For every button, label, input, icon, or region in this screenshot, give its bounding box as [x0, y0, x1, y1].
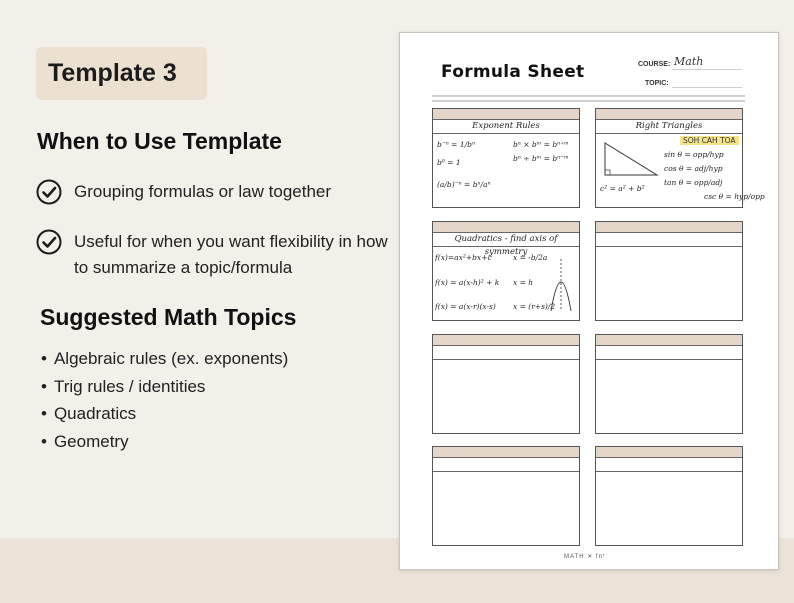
box-heading [433, 458, 579, 472]
formula-box-empty [432, 446, 580, 546]
when-heading: When to Use Template [37, 128, 282, 154]
formula-line: csc θ = hyp/opp [704, 192, 765, 201]
formula-line: sin θ = opp/hyp [664, 150, 724, 159]
formula-box-empty [595, 221, 743, 321]
formula-line: cos θ = adj/hyp [664, 164, 723, 173]
list-item: • Quadratics [41, 400, 288, 428]
formula-line: c² = a² + b² [600, 184, 645, 193]
check-circle-icon [36, 179, 62, 205]
box-band [596, 109, 742, 120]
footer-logo: MATH ✕ fnᵗ [564, 554, 606, 560]
list-item: • Geometry [41, 428, 288, 456]
box-band [433, 109, 579, 120]
formula-line: f(x)=ax²+bx+c [435, 253, 492, 262]
soh-cah-toa-highlight: SOH CAH TOA [680, 136, 739, 145]
box-heading: Right Triangles [596, 120, 742, 134]
box-band [433, 335, 579, 346]
check-circle-icon [36, 229, 62, 255]
formula-sheet-preview [399, 32, 779, 570]
box-heading [596, 346, 742, 360]
use-text-1: Grouping formulas or law together [74, 182, 332, 201]
parabola-icon [547, 257, 577, 313]
topic-label: TOPIC: [645, 80, 669, 87]
box-band [596, 335, 742, 346]
use-item-2 [36, 229, 396, 281]
formula-line: bⁿ ÷ bᵐ = bⁿ⁻ᵐ [513, 154, 569, 163]
box-band [433, 447, 579, 458]
template-badge: Template 3 [36, 47, 207, 100]
use-text-2: Useful for when you want flexibility in how to summarize a topic/formula [74, 232, 388, 277]
box-heading: Exponent Rules [433, 120, 579, 134]
box-heading [596, 458, 742, 472]
course-line [672, 69, 742, 70]
header-rule [432, 100, 745, 102]
topics-heading: Suggested Math Topics [40, 304, 297, 330]
formula-line: (a/b)⁻ⁿ = bⁿ/aⁿ [437, 180, 491, 189]
triangle-diagram-icon [601, 141, 659, 179]
formula-box-right-triangles [595, 108, 765, 208]
formula-line: b⁰ = 1 [437, 158, 461, 167]
box-heading: Quadratics - find axis of symmetry [433, 233, 579, 247]
box-band [433, 222, 579, 233]
sheet-title: Formula Sheet [441, 62, 585, 82]
formula-line: x = -b/2a [513, 253, 548, 262]
box-heading [596, 233, 742, 247]
formula-box-quadratics [432, 221, 580, 321]
list-item: • Trig rules / identities [41, 373, 288, 401]
topic-line [672, 87, 742, 88]
use-item-1 [36, 179, 331, 205]
formula-line: b⁻ⁿ = 1/bⁿ [437, 140, 475, 149]
topics-list [41, 345, 288, 455]
box-band [596, 222, 742, 233]
formula-box-empty [595, 334, 743, 434]
formula-line: x = h [513, 278, 534, 287]
list-item: • Algebraic rules (ex. exponents) [41, 345, 288, 373]
formula-line: f(x) = a(x-r)(x-s) [435, 302, 496, 311]
box-heading [433, 346, 579, 360]
formula-box-exponents [432, 108, 580, 208]
formula-line: x = (r+s)/2 [513, 302, 556, 311]
box-band [596, 447, 742, 458]
header-rule [432, 95, 745, 97]
course-value: Math [674, 55, 704, 68]
formula-line: tan θ = opp/adj [664, 178, 723, 187]
formula-line: bⁿ × bᵐ = bⁿ⁺ᵐ [513, 140, 569, 149]
formula-box-empty [432, 334, 580, 434]
formula-box-empty [595, 446, 743, 546]
course-label: COURSE: [638, 61, 671, 68]
formula-line: f(x) = a(x-h)² + k [435, 278, 500, 287]
